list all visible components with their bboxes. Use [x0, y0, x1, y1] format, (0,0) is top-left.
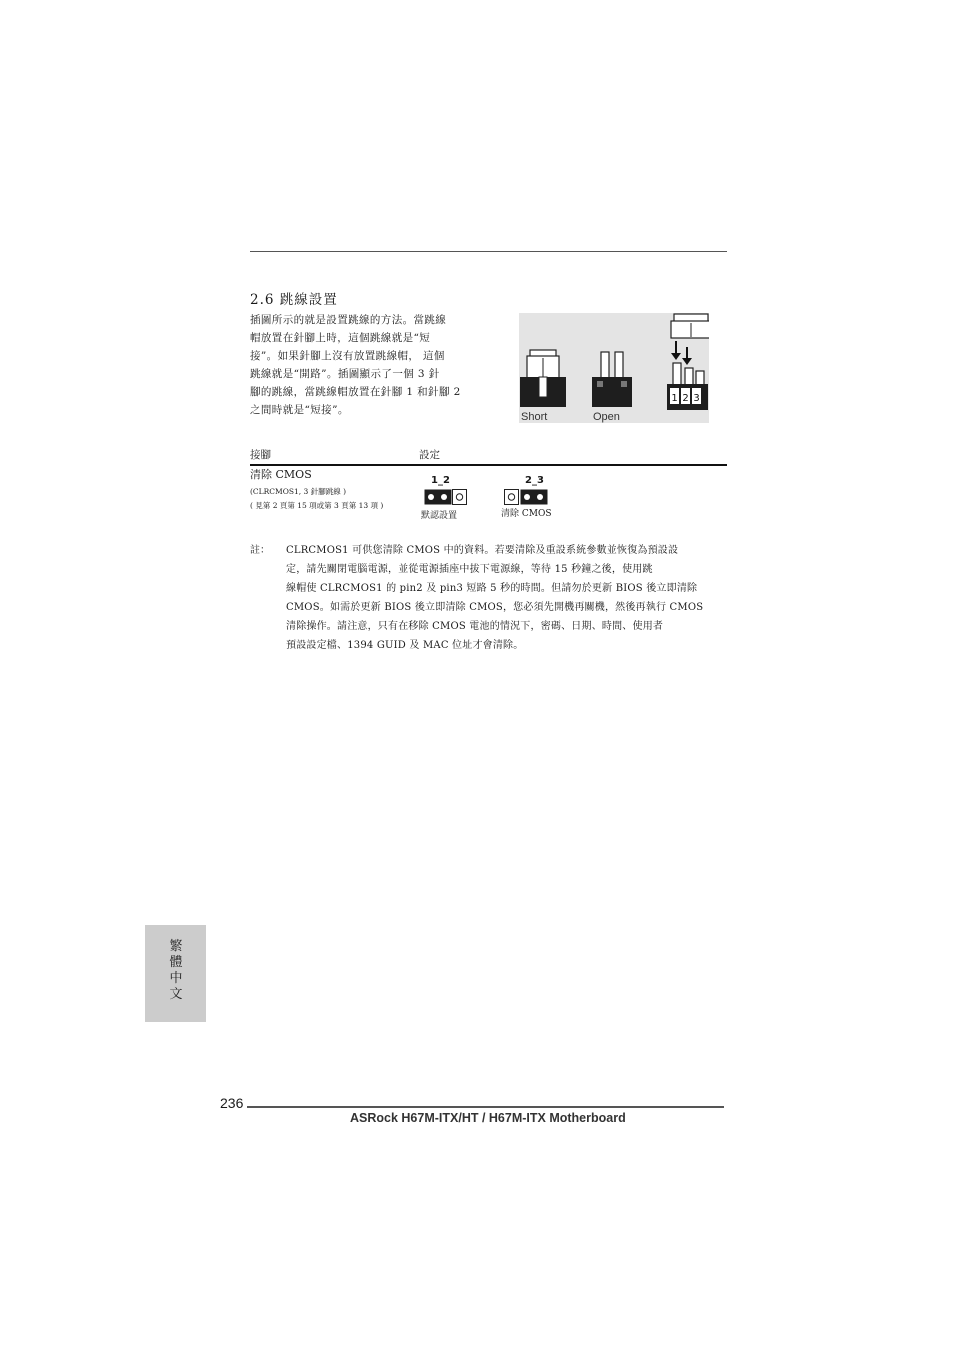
top-rule — [250, 251, 727, 252]
intro-line: 跳線就是“開路”。插圖顯示了一個 3 針 — [250, 368, 440, 380]
pin-number: 3 — [693, 393, 700, 404]
note-line: 定，請先關閉電腦電源，並從電源插座中拔下電源線，等待 15 秒鐘之後，使用跳 — [286, 564, 653, 575]
footer-product-name: ASRock H67M-ITX/HT / H67M-ITX Motherboard — [350, 1111, 626, 1125]
arrow-down-icon — [682, 347, 692, 365]
caption-default-setting: 默認設置 — [421, 511, 458, 521]
table-header-pin: 接腳 — [250, 449, 271, 461]
caption-clear-cmos: 清除 CMOS — [501, 509, 552, 519]
note-line: 清除操作。請注意，只有在移除 CMOS 電池的情況下，密碼、日期、時間、使用者 — [286, 621, 664, 632]
three-pin-jumper — [667, 314, 709, 410]
note-line: CLRCMOS1 可供您清除 CMOS 中的資料。若要清除及重設系統參數並恢復為預設設 — [286, 545, 679, 556]
jumper-diagram — [519, 313, 709, 423]
pin-number: 2 — [682, 393, 689, 404]
open-jumper — [592, 352, 632, 407]
intro-line: 帽放置在針腳上時，這個跳線就是“短 — [250, 332, 431, 344]
note-line: 線帽使 CLRCMOS1 的 pin2 及 pin3 短路 5 秒的時間。但請勿於更新 BIOS 後立即清除 — [286, 583, 698, 594]
language-tab — [145, 925, 206, 1022]
note-line: 預設設定檔、1394 GUID 及 MAC 位址才會清除。 — [286, 640, 524, 651]
jumper-name: 清除 CMOS — [250, 468, 312, 481]
table-header-rule — [250, 464, 727, 466]
language-tab-label: 繁體中文 — [169, 939, 183, 1002]
section-title: 2.6 跳線設置 — [250, 292, 338, 308]
jumper-illustration — [519, 313, 709, 423]
note-label: 註： — [250, 545, 270, 556]
short-label: Short — [521, 411, 548, 423]
intro-line: 接”。如果針腳上沒有放置跳線帽， 這個 — [250, 350, 445, 362]
jumper-reference: ( 見第 2 頁第 15 項或第 3 頁第 13 項 ) — [250, 501, 384, 510]
pin-label-2-3: 2_3 — [525, 475, 544, 486]
short-jumper — [520, 350, 566, 407]
pin-label-1-2: 1_2 — [431, 475, 450, 486]
pin-number: 1 — [671, 393, 678, 404]
note-paragraph — [286, 541, 727, 655]
table-header-setting: 設定 — [419, 449, 440, 461]
open-label: Open — [593, 411, 620, 423]
intro-line: 之間時就是“短接”。 — [250, 404, 349, 416]
intro-line: 插圖所示的就是設置跳線的方法。當跳線 — [250, 314, 447, 326]
jumper-id: (CLRCMOS1, 3 針腳跳線 ) — [250, 487, 347, 496]
jumper-default-setting-icon — [424, 488, 470, 510]
intro-line: 腳的跳線，當跳線帽放置在針腳 1 和針腳 2 — [250, 386, 461, 398]
arrow-down-icon — [671, 341, 681, 360]
intro-paragraph — [250, 311, 492, 419]
page-number: 236 — [220, 1095, 244, 1111]
note-line: CMOS。如需於更新 BIOS 後立即清除 CMOS，您必須先開機再關機，然後再執行 CMOS — [286, 602, 704, 613]
footer-rule — [247, 1106, 724, 1108]
